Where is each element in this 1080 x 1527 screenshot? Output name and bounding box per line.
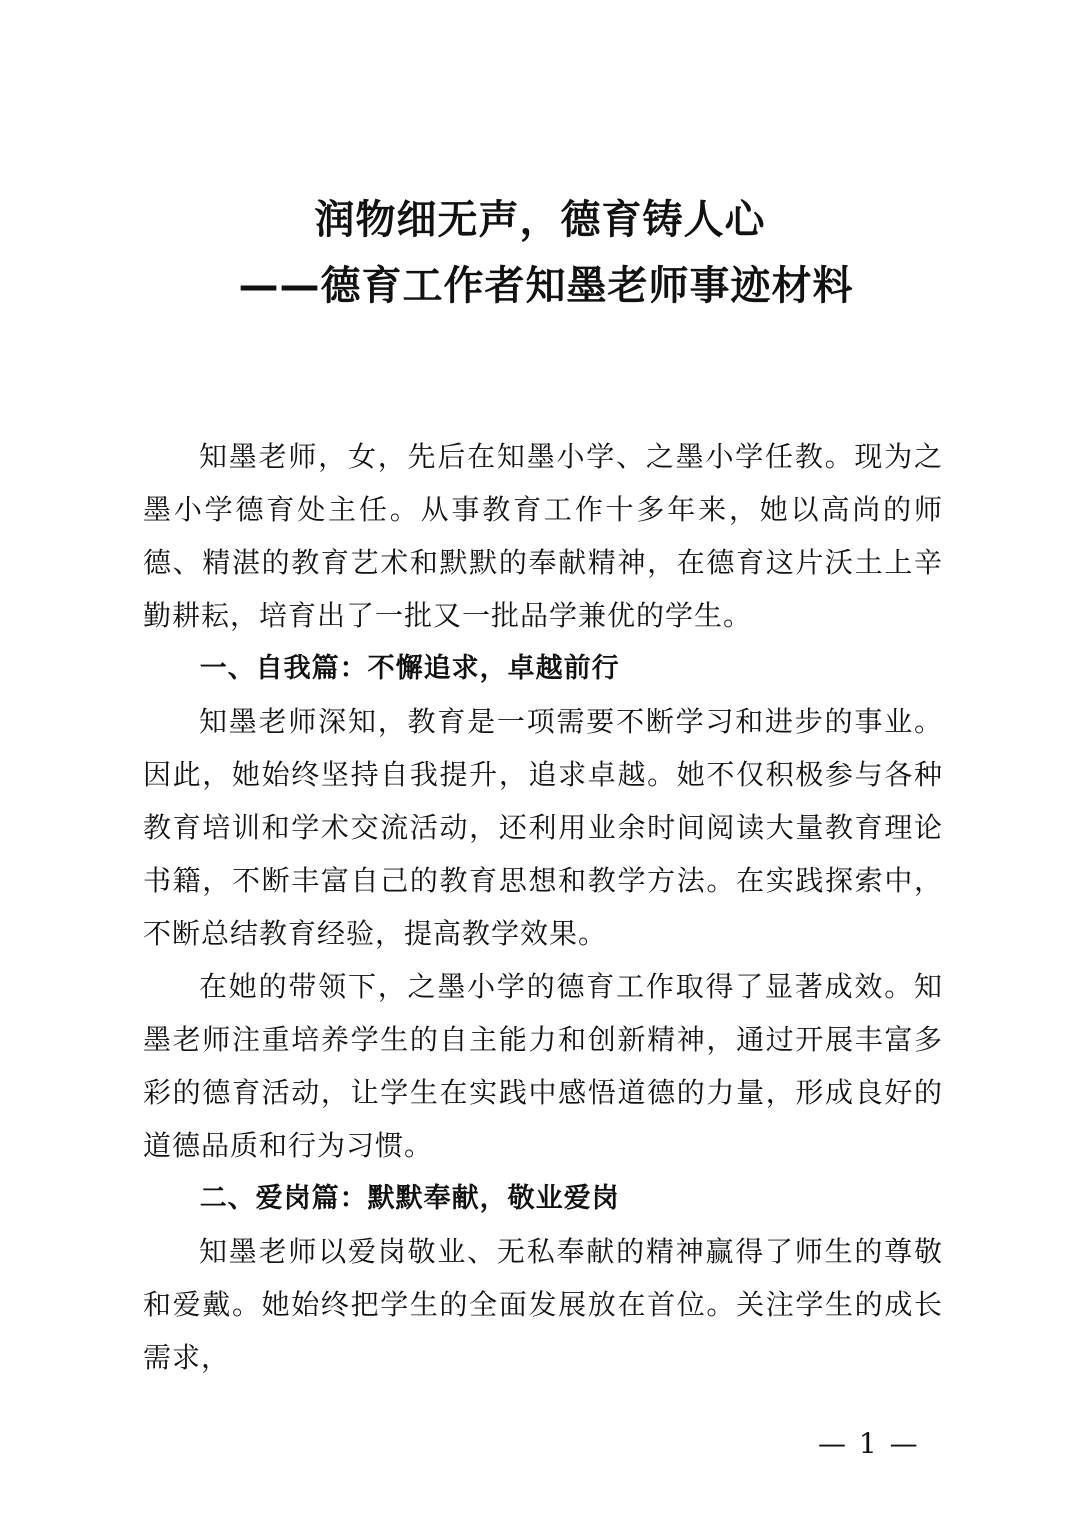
section-heading-dedication: 二、爱岗篇：默默奉献，敬业爱岗 bbox=[199, 1183, 620, 1214]
page-number: — 1 — bbox=[818, 1427, 920, 1460]
document-subtitle: ——德育工作者知墨老师事迹材料 bbox=[238, 263, 854, 309]
document-title: 润物细无声，德育铸人心 bbox=[314, 197, 766, 243]
paragraph-self-improvement: 知墨老师深知，教育是一项需要不断学习和进步的事业。因此，她始终坚持自我提升，追求卓越。她不仅积极参与各种教育培训和学术交流活动，还利用业余时间阅读大量教育理论书籍，不断丰富自己的教育思想和教学方法。在实践探索中，不断总结教育经验，提高教学效果。 bbox=[143, 705, 943, 950]
document-body bbox=[143, 430, 943, 1384]
section-heading-self: 一、自我篇：不懈追求，卓越前行 bbox=[199, 653, 620, 684]
paragraph-intro: 知墨老师，女，先后在知墨小学、之墨小学任教。现为之墨小学德育处主任。从事教育工作十多年来，她以高尚的师德、精湛的教育艺术和默默的奉献精神，在德育这片沃土上辛勤耕耘，培育出了一批又一批品学兼优的学生。 bbox=[143, 440, 943, 632]
paragraph-moral-education-results: 在她的带领下，之墨小学的德育工作取得了显著成效。知墨老师注重培养学生的自主能力和创新精神，通过开展丰富多彩的德育活动，让学生在实践中感悟道德的力量，形成良好的道德品质和行为习惯。 bbox=[143, 970, 943, 1162]
paragraph-dedication: 知墨老师以爱岗敬业、无私奉献的精神赢得了师生的尊敬和爱戴。她始终把学生的全面发展放在首位。关注学生的成长需求， bbox=[143, 1235, 943, 1374]
